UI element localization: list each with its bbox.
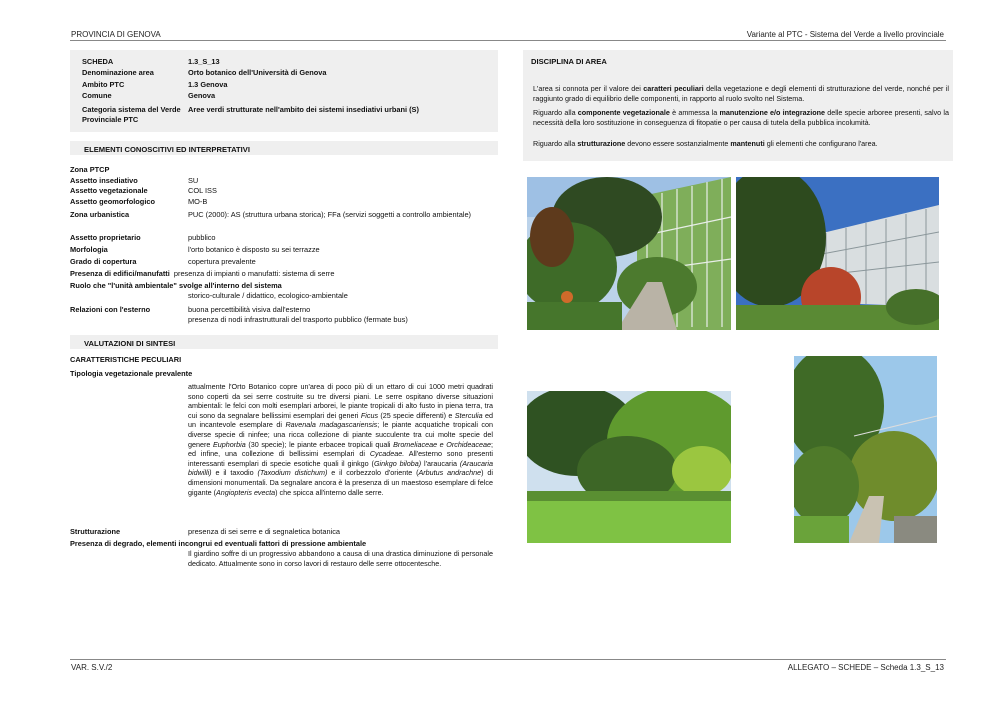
- text-run: gli elementi che configurano l'area.: [764, 139, 878, 148]
- photo-lawn-garden: [527, 391, 731, 543]
- text-run: (Araucaria bidwilli): [188, 458, 493, 478]
- text-run: Ravenala madagascariensis: [285, 420, 378, 430]
- text-run: Cycadeae.: [369, 449, 405, 459]
- scheda-label: Ambito PTC: [82, 80, 125, 89]
- elementi-label: Morfologia: [70, 245, 108, 254]
- photo-greenhouse-facade: [736, 177, 939, 330]
- ruolo-label: Ruolo che "l'unità ambientale" svolge all'interno del sistema: [70, 281, 282, 290]
- elementi-label: Zona urbanistica: [70, 210, 130, 219]
- elementi-label: Assetto insediativo: [70, 176, 138, 185]
- text-run: è ammessa la: [669, 108, 720, 117]
- text-run: Bromeliaceae e Orchideaceae: [393, 439, 491, 449]
- relazioni-value-2: presenza di nodi infrastrutturali del trasporto pubblico (fermate bus): [188, 315, 408, 324]
- elementi-value: pubblico: [188, 233, 216, 242]
- disciplina-title: DISCIPLINA DI AREA: [531, 57, 607, 66]
- header-rule: [70, 40, 946, 41]
- elementi-value: l'orto botanico è disposto su sei terrazze: [188, 245, 320, 254]
- text-run: L'area si connota per il valore dei: [533, 84, 644, 93]
- text-run: devono essere sostanzialmente: [625, 139, 731, 148]
- text-run: manutenzione e/o integrazione: [719, 108, 825, 117]
- elementi-value: copertura prevalente: [188, 257, 256, 266]
- text-run: Riguardo alla: [533, 108, 578, 117]
- elementi-label: Assetto geomorfologico: [70, 197, 155, 206]
- text-run: Arbutus andrachne: [418, 468, 482, 478]
- text-run: Ginkgo biloba): [373, 458, 422, 468]
- relazioni-label: Relazioni con l'esterno: [70, 305, 151, 314]
- disciplina-paragraph-2: [533, 108, 949, 127]
- footer-left: VAR. S.V./2: [71, 663, 113, 672]
- edifici-value: presenza di impianti o manufatti: sistema di serre: [173, 269, 335, 278]
- header-left: PROVINCIA DI GENOVA: [71, 30, 161, 39]
- text-run: strutturazione: [577, 139, 626, 148]
- strutturazione-value: presenza di sei serre e di segnaletica botanica: [188, 527, 341, 536]
- footer-right: ALLEGATO – SCHEDE – Scheda 1.3_S_13: [787, 663, 944, 672]
- text-run: e il taxodio: [211, 468, 258, 478]
- elementi-label: Grado di copertura: [70, 257, 137, 266]
- scheda-label: Denominazione area: [82, 68, 154, 77]
- scheda-value: Orto botanico dell'Università di Genova: [188, 68, 327, 77]
- scheda-label: Comune: [82, 91, 112, 100]
- valutazioni-section-title: VALUTAZIONI DI SINTESI: [70, 335, 498, 349]
- tipologia-label: Tipologia vegetazionale prevalente: [70, 369, 193, 378]
- text-run: Euphorbia: [212, 439, 246, 449]
- text-run: e il corbezzolo d'oriente (: [327, 468, 419, 478]
- elementi-label: Assetto proprietario: [70, 233, 141, 242]
- text-run: ; ed infine, una collezione di bellissimi esemplari di: [188, 439, 493, 459]
- tipologia-text: [188, 382, 493, 497]
- text-run: caratteri peculiari: [643, 84, 704, 93]
- ruolo-value: storico-culturale / didattico, ecologico-ambientale: [188, 291, 348, 300]
- strutturazione-label: Strutturazione: [70, 527, 121, 536]
- text-run: All'esterno sono presenti interessanti esemplari di specie esotiche quali il ginkgo (: [188, 449, 493, 468]
- text-run: Angiopteris evecta: [215, 487, 276, 497]
- edifici-label: Presenza di edifici/manufatti: [70, 269, 170, 278]
- scheda-value: Genova: [188, 91, 216, 100]
- relazioni-value-1: buona percettibilità visiva dall'esterno: [188, 305, 311, 314]
- text-run: (30 specie); le piante erbacee tropicali quali: [245, 439, 394, 449]
- scheda-label: SCHEDA: [82, 57, 114, 66]
- photo-greenhouse-path: [527, 177, 731, 330]
- elementi-section-title: ELEMENTI CONOSCITIVI ED INTERPRETATIVI: [70, 141, 498, 155]
- text-run: Ficus: [360, 410, 379, 420]
- text-run: delle specie arboree presenti, salvo la necessità della loro sostituzione in conseguenza di fitopatie o per causa di tutela della pubblica incolumità.: [533, 108, 949, 127]
- photo-terrace-path: [794, 356, 937, 543]
- text-run: della vegetazione e degli elementi di strutturazione del verde, nonché per il raggiunto grado di equilibrio delle componenti, in rapporto al ruolo svolto nel Sistema.: [533, 84, 949, 103]
- text-run: ; le piante acquatiche tropicali con diverse specie di ninfee; una ricca collezione di piante succulente tra cui molte specie del genere: [188, 420, 494, 449]
- scheda-label: Categoria sistema del Verde Provinciale PTC: [82, 105, 181, 124]
- elementi-value: SU: [188, 176, 199, 185]
- elementi-value: MO-B: [188, 197, 208, 206]
- elementi-value: COL ISS: [188, 186, 217, 195]
- text-run: (Taxodium distichum): [257, 468, 328, 478]
- text-run: ) che spicca all'interno dalle serre.: [275, 487, 384, 497]
- text-run: Sterculia: [454, 410, 483, 420]
- text-run: l'araucaria: [421, 458, 460, 468]
- degrado-label: Presenza di degrado, elementi incongrui ed eventuali fattori di pressione ambientale: [70, 539, 367, 548]
- text-run: attualmente l'Orto Botanico copre un'area di poco più di un ettaro di cui 1000 metri quadrati sono coperti da sei serre costruite su tre diversi piani. Le serre ospitano diverse situazioni ambientali: le felci con molti esemplari arborei, le piante tropicali di alto fusto in piena terra, tra cui sono da segnalare bellissimi esemplari dei generi: [188, 382, 493, 420]
- text-run: componente vegetazionale: [577, 108, 670, 117]
- edifici-row: [70, 269, 500, 278]
- zona-ptcp-label: Zona PTCP: [70, 165, 110, 174]
- text-run: Riguardo alla: [533, 139, 578, 148]
- caratteristiche-heading: CARATTERISTICHE PECULIARI: [70, 355, 182, 364]
- scheda-value: Aree verdi strutturate nell'ambito dei sistemi insediativi urbani (S): [188, 105, 419, 114]
- text-run: ) di dimensioni monumentali. Da segnalare ancora è la presenza di un maestoso esemplare di felce gigante (: [188, 468, 493, 497]
- text-run: (25 specie differenti) e: [378, 410, 455, 420]
- header-right: Variante al PTC - Sistema del Verde a livello provinciale: [746, 30, 944, 39]
- disciplina-paragraph-1: [533, 84, 949, 103]
- scheda-value: 1.3_S_13: [188, 57, 220, 66]
- elementi-value: PUC (2000): AS (struttura urbana storica); FFa (servizi soggetti a controllo ambientale): [188, 210, 472, 219]
- footer-rule: [70, 659, 946, 660]
- text-run: ed un incantevole esemplare di: [188, 410, 493, 430]
- text-run: mantenuti: [730, 139, 765, 148]
- disciplina-paragraph-3: [533, 139, 949, 149]
- degrado-text: Il giardino soffre di un progressivo abbandono a causa di una drastica diminuzione di personale dedicato. Attualmente sono in corso lavori di restauro delle serre ottocentesche.: [188, 549, 493, 568]
- elementi-label: Assetto vegetazionale: [70, 186, 148, 195]
- scheda-value: 1.3 Genova: [188, 80, 228, 89]
